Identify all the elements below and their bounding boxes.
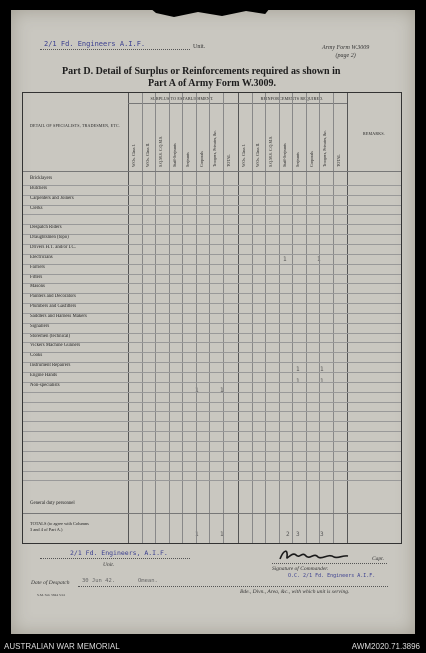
row-label: Clerks (30, 205, 43, 211)
form-title (62, 66, 362, 90)
totals-label-1: TOTALS (to agree with Columns (30, 521, 89, 526)
totals-rule (23, 513, 401, 514)
row-label: Storemen (technical) (30, 333, 71, 339)
row-label: Despatch Riders (30, 225, 62, 231)
row-rule (23, 303, 401, 304)
row-rule (23, 283, 401, 284)
mark-electricians-reinf: 1 (283, 256, 287, 263)
row-rule (23, 392, 401, 393)
row-label: Plumbers and Gasfitters (30, 304, 77, 310)
bde-line: Bde., Divn., Area, &c., with which unit is serving. (240, 589, 350, 595)
surplus-rank-divider (155, 93, 156, 543)
surplus-rank-header: W.Os. Class II. (144, 142, 150, 167)
reinf-rank-divider (265, 93, 266, 543)
row-rule (23, 214, 401, 215)
row-rule (23, 185, 401, 186)
row-label: Farriers (30, 264, 45, 270)
row-label: Masons (30, 284, 45, 290)
reinf-rank-divider (292, 93, 293, 543)
reinf-rank-header: TOTAL (335, 154, 341, 167)
mark-nonspec-surplus-total: 1 (220, 387, 224, 394)
row-label: Draughtsmen (topo) (30, 235, 69, 241)
blank-row-rule (23, 471, 401, 472)
surplus-rank-divider (196, 93, 197, 543)
row-rule (23, 244, 401, 245)
mark-instrument-reinf: 1 (296, 366, 300, 373)
row-label: Electricians (30, 254, 53, 260)
reinf-rank-header: Serjeants (295, 152, 300, 167)
reinf-rank-divider (333, 93, 334, 543)
mark-totals-surplus: 1 (195, 531, 199, 538)
row-rule (23, 382, 401, 383)
row-label: Fitters (30, 274, 43, 280)
oc-line: O.C. 2/1 Fd. Engineers A.I.F. (288, 573, 376, 579)
row-label: Cooks (30, 353, 43, 359)
title-line2: Part A of Army Form W.3009. (147, 78, 277, 89)
mark-engine-reinf: 1 (296, 378, 300, 385)
row-label: Saddlers and Harness Makers (30, 313, 87, 319)
reinf-rank-divider (319, 93, 320, 543)
blank-row-rule (23, 421, 401, 422)
mark-totals-reinf-total: 3 (320, 531, 324, 538)
surplus-rank-header: S.Q.M.S. C.Q.M.S. (158, 135, 163, 167)
reinf-col-divider (238, 93, 239, 543)
row-rule (23, 293, 401, 294)
footer-unit-label: Unit. (103, 562, 115, 568)
row-label: Painters and Decorators (30, 294, 76, 300)
title-line1: Part D. Detail of Surplus or Reinforcements required as shown in (62, 66, 341, 77)
mark-engine-total: 1 (320, 378, 324, 385)
signature-title: Capt. (372, 556, 385, 562)
footer-unit-value: 2/1 Fd. Engineers, A.I.F. (70, 549, 168, 557)
place-value: Omean. (138, 578, 158, 584)
blank-row-rule (23, 431, 401, 432)
totals-label-2: 3 and 4 of Part A.) (30, 527, 63, 532)
detail-header: DETAIL OF SPECIALISTS, TRADESMEN, ETC. (29, 123, 121, 128)
blank-row-rule (23, 441, 401, 442)
row-label: Instrument Repairers (30, 363, 71, 369)
row-rule (23, 205, 401, 206)
surplus-rank-divider (223, 93, 224, 543)
blank-row-rule (23, 480, 401, 481)
surplus-rank-header: Staff-Serjeants (171, 143, 177, 167)
reinf-rank-header: W.Os. Class II. (254, 142, 260, 167)
form-ref-line1: Army Form W.3009 (322, 45, 370, 51)
reinf-rank-divider (279, 93, 280, 543)
commander-signature (278, 547, 358, 563)
row-label: Engine Hands (30, 373, 58, 378)
surplus-rank-header: W.Os. Class I. (131, 144, 136, 167)
surplus-rank-divider (169, 93, 170, 543)
caption-left: AUSTRALIAN WAR MEMORIAL (4, 642, 120, 651)
mark-electricians-total: 1 (317, 256, 321, 263)
caption-right: AWM2020.71.3896 (351, 642, 420, 651)
row-label: Bricklayers (30, 176, 53, 181)
blank-row-rule (23, 402, 401, 403)
row-rule (23, 224, 401, 225)
reinf-rank-header: Troopers, Privates, &c. (322, 129, 327, 167)
row-rule (23, 372, 401, 373)
row-label: Non-specialists (30, 382, 60, 388)
surplus-rank-header: TOTAL (225, 154, 231, 167)
row-label: Carpenters and Joiners (30, 195, 74, 201)
despatch-line (78, 586, 388, 587)
row-rule (23, 274, 401, 275)
reinf-rank-header: W.Os. Class I. (241, 144, 246, 167)
row-rule (23, 264, 401, 265)
surplus-rank-divider (142, 93, 143, 543)
reinf-rank-header: Corporals (308, 151, 314, 167)
blank-row-rule (23, 411, 401, 412)
unit-value: 2/1 Fd. Engineers A.I.F. (44, 40, 146, 48)
blank-row-rule (23, 461, 401, 462)
row-rule (23, 333, 401, 334)
form-ref-line2: (page 2) (335, 53, 356, 59)
row-rule (23, 342, 401, 343)
unit-underline (40, 49, 190, 50)
row-rule (23, 195, 401, 196)
row-rule (23, 313, 401, 314)
form-reference (322, 44, 369, 60)
reinf-rank-header: Staff-Serjeants (281, 143, 287, 167)
despatch-value: 30 Jun 42. (82, 578, 116, 584)
row-label: Vickers Machine Gunners (30, 343, 81, 349)
surplus-header: SURPLUS TO ESTABLISHMENT. (150, 96, 214, 101)
row-rule (23, 362, 401, 363)
print-code: S.M. Std. 5844 5/41 (37, 593, 66, 597)
mark-nonspec-surplus: 1 (195, 387, 199, 394)
surplus-rank-header: Troopers, Privates, &c. (212, 129, 217, 167)
section-subdivider (128, 103, 347, 104)
remarks-col-divider (347, 93, 348, 543)
unit-label: Unit. (193, 44, 206, 50)
row-rule (23, 234, 401, 235)
surplus-col-divider (128, 93, 129, 543)
row-rule (23, 254, 401, 255)
despatch-label: Date of Despatch (31, 580, 70, 586)
reinf-rank-divider (306, 93, 307, 543)
surplus-rank-header: Corporals (198, 151, 204, 167)
row-rule (23, 323, 401, 324)
row-label: Drivers H.T. and/or I.C. (30, 244, 76, 250)
surplus-rank-divider (182, 93, 183, 543)
surplus-rank-header: Serjeants (185, 152, 190, 167)
blank-row-rule (23, 451, 401, 452)
remarks-header: REMARKS. (363, 131, 385, 136)
signature-label: Signature of Commander. (272, 566, 329, 572)
row-rule (23, 352, 401, 353)
mark-totals-surplus-total: 1 (220, 531, 224, 538)
reinf-rank-divider (252, 93, 253, 543)
reinforcements-header: REINFORCEMENTS REQUIRED. (260, 96, 324, 101)
footer-unit-line (40, 558, 190, 559)
surplus-rank-divider (209, 93, 210, 543)
signature-line (272, 563, 387, 564)
mark-instrument-total: 1 (320, 366, 324, 373)
general-duty-label: General duty personnel (30, 501, 75, 506)
header-bottom-rule (23, 171, 401, 172)
detail-table (22, 92, 402, 544)
mark-totals-reinf: 3 (296, 531, 300, 538)
row-label: Signallers (30, 323, 50, 329)
reinf-rank-header: S.Q.M.S. C.Q.M.S. (268, 135, 273, 167)
mark-totals-reinf-a: 2 (286, 531, 290, 538)
row-label: Butchers (30, 185, 48, 191)
